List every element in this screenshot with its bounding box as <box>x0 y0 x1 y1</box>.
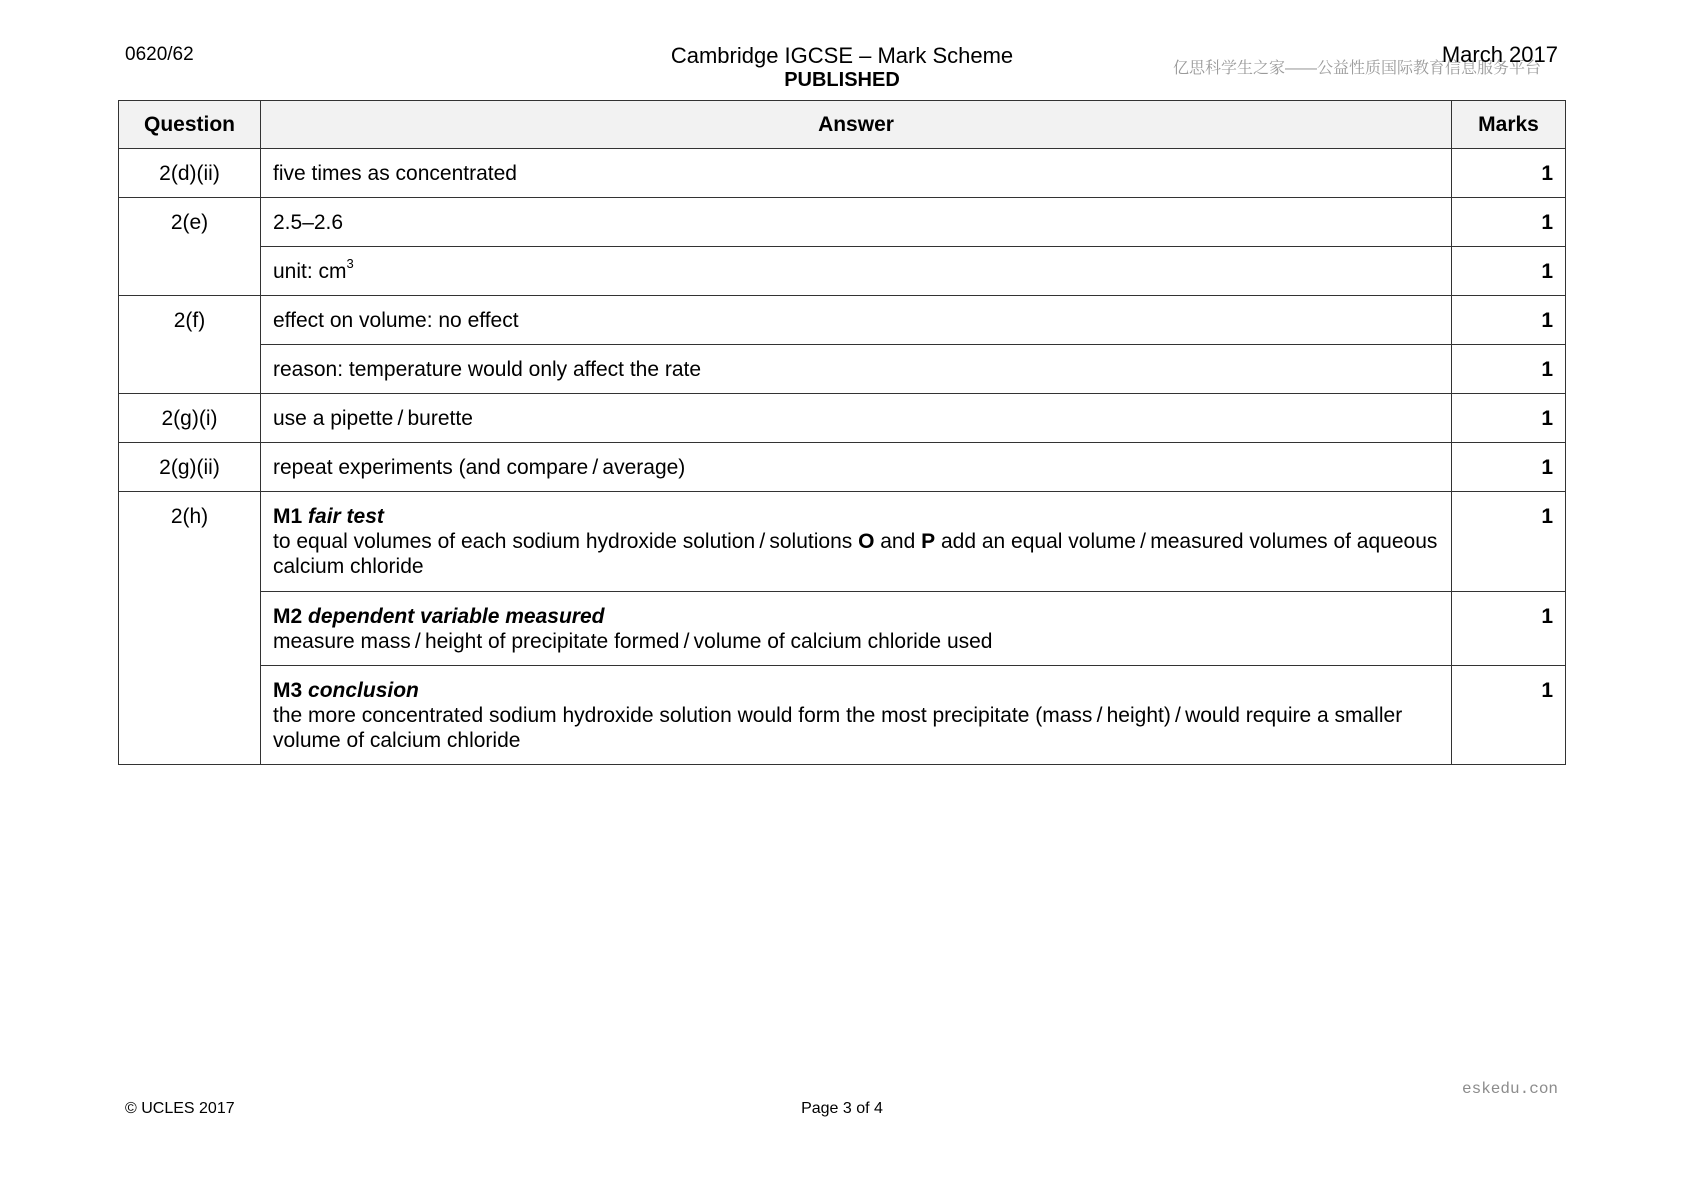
marking-point-heading <box>273 678 1439 703</box>
marks-value: 1 <box>1452 247 1566 296</box>
header-watermark: 亿思科学生之家——公益性质国际教育信息服务平台 <box>1173 60 1542 77</box>
answer-text: repeat experiments (and compare / average) <box>261 443 1452 492</box>
table-header-row <box>119 101 1566 149</box>
table-row <box>119 296 1566 345</box>
question-number: 2(g)(i) <box>119 394 261 443</box>
table-row <box>119 592 1566 666</box>
marks-value: 1 <box>1452 394 1566 443</box>
answer-text <box>261 247 1452 296</box>
answer-segment: to equal volumes of each sodium hydroxide solution / solutions <box>273 530 859 553</box>
solution-label-p: P <box>921 530 936 553</box>
answer-text <box>261 492 1452 592</box>
marks-value: 1 <box>1452 345 1566 394</box>
marking-point-body: the more concentrated sodium hydroxide solution would form the most precipitate (mass / height) / would require a smaller volume of calcium chloride <box>273 704 1403 752</box>
answer-text <box>261 592 1452 666</box>
answer-text: use a pipette / burette <box>261 394 1452 443</box>
answer-segment: and <box>874 530 922 553</box>
marking-point-body <box>273 529 1439 579</box>
question-number: 2(g)(ii) <box>119 443 261 492</box>
table-row <box>119 394 1566 443</box>
paper-code: 0620/62 <box>125 44 194 65</box>
marks-value: 1 <box>1452 149 1566 198</box>
answer-text <box>261 666 1452 765</box>
question-number: 2(h) <box>119 492 261 765</box>
marks-value: 1 <box>1452 592 1566 666</box>
document-title: Cambridge IGCSE – Mark Scheme <box>670 43 1014 68</box>
marking-point-body: measure mass / height of precipitate formed / volume of calcium chloride used <box>273 630 993 653</box>
footer-watermark: eskedu.con <box>1462 1080 1559 1098</box>
marks-value: 1 <box>1452 198 1566 247</box>
table-row <box>119 666 1566 765</box>
marks-value: 1 <box>1452 492 1566 592</box>
marking-point-title: conclusion <box>308 679 419 702</box>
table-row <box>119 345 1566 394</box>
table-row <box>119 198 1566 247</box>
marking-point-heading <box>273 504 1439 529</box>
unit-superscript: 3 <box>346 256 354 271</box>
copyright-notice: © UCLES 2017 <box>125 1100 235 1117</box>
marks-value: 1 <box>1452 443 1566 492</box>
answer-text: 2.5–2.6 <box>261 198 1452 247</box>
answer-text: five times as concentrated <box>261 149 1452 198</box>
page-number: Page 3 of 4 <box>801 1100 883 1117</box>
table-row <box>119 443 1566 492</box>
mark-scheme-table <box>118 100 1566 765</box>
column-header-marks: Marks <box>1452 101 1566 149</box>
table-row <box>119 247 1566 296</box>
answer-unit-text: unit: cm <box>273 260 347 283</box>
question-number: 2(d)(ii) <box>119 149 261 198</box>
answer-text: reason: temperature would only affect the rate <box>261 345 1452 394</box>
marks-value: 1 <box>1452 666 1566 765</box>
solution-label-o: O <box>858 530 875 553</box>
marking-point-title: fair test <box>308 505 384 528</box>
exam-session-date: March 2017 <box>1441 42 1558 67</box>
marking-point-label: M3 <box>273 679 303 702</box>
table-row <box>119 492 1566 592</box>
marks-value: 1 <box>1452 296 1566 345</box>
answer-segment: add an equal volume / measured volumes of aqueous calcium chloride <box>273 530 1438 578</box>
answer-text: effect on volume: no effect <box>261 296 1452 345</box>
table-row <box>119 149 1566 198</box>
marking-point-label: M1 <box>273 505 303 528</box>
column-header-answer: Answer <box>261 101 1452 149</box>
marking-point-title: dependent variable measured <box>308 605 605 628</box>
question-number: 2(f) <box>119 296 261 394</box>
marking-point-heading <box>273 604 1439 629</box>
column-header-question: Question <box>119 101 261 149</box>
document-status: PUBLISHED <box>784 69 900 91</box>
question-number: 2(e) <box>119 198 261 296</box>
marking-point-label: M2 <box>273 605 303 628</box>
